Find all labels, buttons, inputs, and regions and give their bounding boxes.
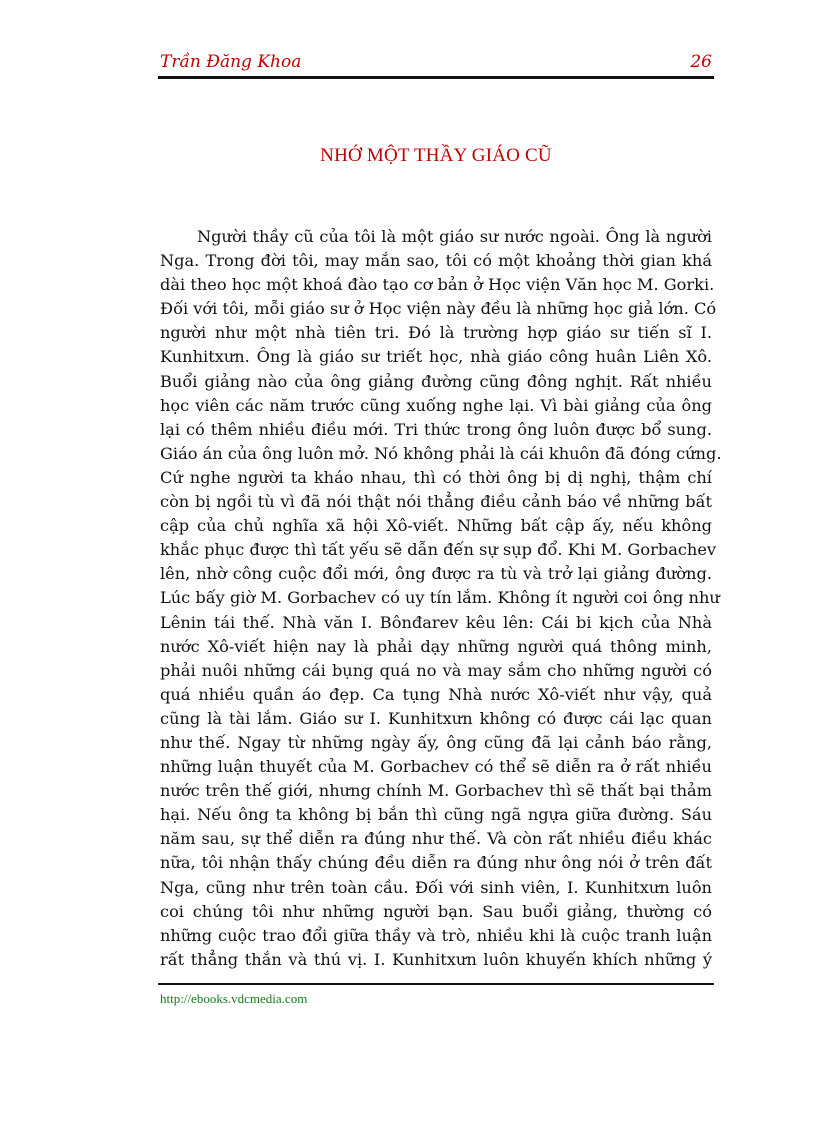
text-line: còn bị ngồi tù vì đã nói thật nói thẳng điều cảnh báo về những bất: [160, 492, 712, 512]
text-line: Đối với tôi, mỗi giáo sư ở Học viện này đều là những học giả lớn. Có: [160, 299, 717, 319]
text-line: Lúc bấy giờ M. Gorbachev có uy tín lắm. Không ít người coi ông như: [160, 588, 720, 608]
text-line: những cuộc trao đổi giữa thầy và trò, nhiều khi là cuộc tranh luận: [160, 925, 712, 945]
text-line: Cứ nghe người ta kháo nhau, thì có thời ông bị dị nghị, thậm chí: [160, 467, 712, 487]
text-line: lên, nhờ công cuộc đổi mới, ông được ra tù và trở lại giảng đường.: [160, 564, 712, 584]
header-author: Trần Đăng Khoa: [160, 52, 302, 72]
text-line: Kunhitxưn. Ông là giáo sư triết học, nhà giáo công huân Liên Xô.: [160, 347, 712, 367]
text-line: lại có thêm nhiều điều mới. Tri thức trong ông luôn được bổ sung.: [160, 419, 712, 439]
chapter-title: NHỚ MỘT THẦY GIÁO CŨ: [320, 145, 552, 166]
text-line: cũng là tài lắm. Giáo sư I. Kunhitxưn không có được cái lạc quan: [160, 708, 712, 728]
text-line: nữa, tôi nhận thấy chúng đều diễn ra đúng như ông nói ở trên đất: [160, 853, 712, 873]
text-line: Lênin tái thế. Nhà văn I. Bônđarev kêu lên: Cái bi kịch của Nhà: [160, 612, 712, 632]
header-divider: [158, 76, 714, 79]
text-line: khắc phục được thì tất yếu sẽ dẫn đến sự sụp đổ. Khi M. Gorbachev: [160, 540, 717, 560]
text-line: những luận thuyết của M. Gorbachev có thể sẽ diễn ra ở rất nhiều: [160, 757, 712, 777]
text-line: phải nuôi những cái bụng quá no và may sắm cho những người có: [160, 660, 712, 680]
footer-link[interactable]: http://ebooks.vdcmedia.com: [160, 991, 308, 1006]
text-line: nước Xô-viết hiện nay là phải dạy những người quá thông minh,: [160, 636, 712, 656]
footer-divider: [158, 983, 714, 985]
running-header: [160, 50, 712, 76]
text-line: cập của chủ nghĩa xã hội Xô-viết. Những bất cập ấy, nếu không: [160, 516, 712, 536]
text-line: dài theo học một khoá đào tạo cơ bản ở Học viện Văn học M. Gorki.: [160, 275, 715, 295]
text-line: hại. Nếu ông ta không bị bắn thì cũng ngã ngựa giữa đường. Sáu: [160, 805, 712, 825]
text-line: coi chúng tôi như những người bạn. Sau buổi giảng, thường có: [160, 901, 712, 921]
text-line: như thế. Ngay từ những ngày ấy, ông cũng đã lại cảnh báo rằng,: [160, 732, 712, 752]
text-line: năm sau, sự thể diễn ra đúng như thế. Và còn rất nhiều điều khác: [160, 829, 712, 849]
text-line: Nga. Trong đời tôi, may mắn sao, tôi có một khoảng thời gian khá: [160, 251, 712, 271]
text-line: nước trên thế giới, nhưng chính M. Gorbachev thì sẽ thất bại thảm: [160, 781, 712, 801]
body-paragraph: [160, 225, 722, 972]
text-line: Nga, cũng như trên toàn cầu. Đối với sinh viên, I. Kunhitxưn luôn: [160, 877, 712, 897]
page-number: 26: [690, 52, 712, 72]
text-line: quá nhiều quần áo đẹp. Ca tụng Nhà nước Xô-viết như vậy, quả: [160, 684, 712, 704]
text-line: rất thẳng thắn và thú vị. I. Kunhitxưn luôn khuyến khích những ý: [160, 949, 712, 969]
text-line: Người thầy cũ của tôi là một giáo sư nước ngoài. Ông là người: [197, 227, 712, 246]
text-line: Buổi giảng nào của ông giảng đường cũng đông nghịt. Rất nhiều: [160, 371, 712, 391]
text-line: Giáo án của ông luôn mở. Nó không phải là cái khuôn đã đóng cứng.: [160, 443, 722, 463]
text-line: học viên các năm trước cũng xuống nghe lại. Vì bài giảng của ông: [160, 395, 712, 415]
text-line: người như một nhà tiên tri. Đó là trường hợp giáo sư tiến sĩ I.: [160, 323, 712, 343]
